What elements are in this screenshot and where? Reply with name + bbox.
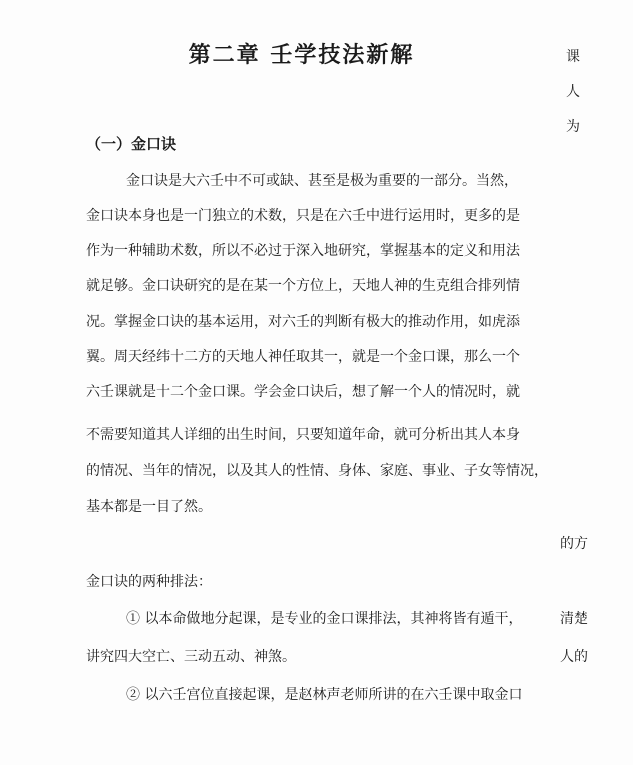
- paragraph-line: 况。掌握金口诀的基本运用，对六壬的判断有极大的推动作用，如虎添: [86, 314, 520, 330]
- right-column-char: 人: [566, 84, 580, 100]
- paragraph-line: 不需要知道其人详细的出生时间，只要知道年命，就可分析出其人本身: [86, 427, 520, 443]
- right-column-char: 清楚: [560, 611, 588, 627]
- right-column-char: 为: [566, 119, 580, 135]
- paragraph-line: 作为一种辅助术数，所以不必过于深入地研究，掌握基本的定义和用法: [86, 243, 520, 259]
- paragraph-line: 六壬课就是十二个金口课。学会金口诀后，想了解一个人的情况时，就: [86, 384, 520, 400]
- paragraph-line: 金口诀本身也是一门独立的术数，只是在六壬中进行运用时，更多的是: [86, 208, 520, 224]
- method-2-line: ② 以六壬宫位直接起课，是赵林声老师所讲的在六壬课中取金口: [126, 687, 523, 703]
- method-1-line: ① 以本命做地分起课，是专业的金口课排法，其神将皆有遁干，: [126, 611, 523, 627]
- right-column-char: 人的: [560, 649, 588, 665]
- paragraph-line: 基本都是一目了然。: [86, 499, 212, 515]
- method-1-line: 讲究四大空亡、三动五动、神煞。: [86, 649, 296, 665]
- right-column-char: 课: [566, 49, 580, 65]
- section-title: （一）金口诀: [86, 135, 177, 153]
- paragraph-line: 翼。周天经纬十二方的天地人神任取其一，就是一个金口课，那么一个: [86, 349, 520, 365]
- paragraph-line: 就足够。金口诀研究的是在某一个方位上，天地人神的生克组合排列情: [86, 278, 520, 294]
- paragraph-line: 金口诀是大六壬中不可或缺、甚至是极为重要的一部分。当然，: [126, 173, 518, 189]
- paragraph-line: 的情况、当年的情况，以及其人的性情、身体、家庭、事业、子女等情况，: [86, 463, 548, 479]
- chapter-title: 第二章 壬学技法新解: [188, 42, 415, 68]
- right-column-char: 的方: [560, 536, 588, 552]
- methods-heading: 金口诀的两种排法：: [86, 574, 212, 590]
